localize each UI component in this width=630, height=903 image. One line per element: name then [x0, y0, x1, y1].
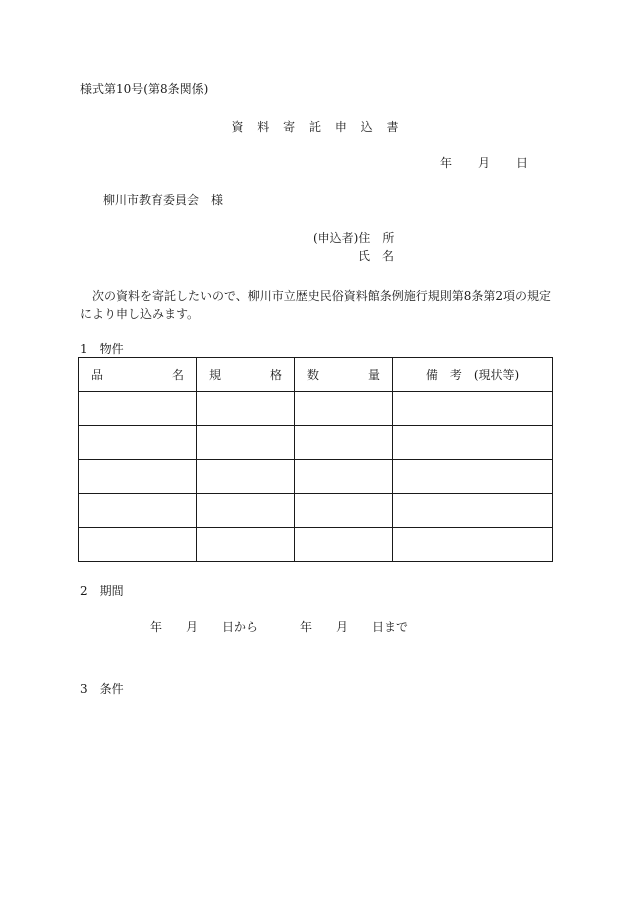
col-quantity: 数 量 — [295, 358, 393, 392]
cell-remarks[interactable] — [393, 494, 553, 528]
form-number: 様式第10号(第8条関係) — [80, 82, 209, 96]
period-to-month: 月 — [336, 620, 349, 634]
cell-remarks[interactable] — [393, 426, 553, 460]
body-text — [80, 287, 560, 323]
title-char: 書 — [386, 120, 399, 134]
cell-remarks[interactable] — [393, 528, 553, 562]
cell-specification[interactable] — [197, 494, 295, 528]
col-specification: 規 格 — [197, 358, 295, 392]
cell-item-name[interactable] — [79, 494, 197, 528]
cell-specification[interactable] — [197, 528, 295, 562]
title-char: 資 — [231, 120, 244, 134]
table-header-row — [79, 358, 553, 392]
date-line — [440, 157, 528, 169]
cell-quantity[interactable] — [295, 494, 393, 528]
cell-item-name[interactable] — [79, 528, 197, 562]
title-char: 寄 — [283, 120, 296, 134]
section-1-heading: 1 物件 — [80, 342, 124, 356]
period-to-day: 日まで — [372, 620, 409, 634]
title-char: 込 — [360, 120, 373, 134]
date-month-label: 月 — [478, 156, 491, 170]
title-char: 申 — [334, 120, 347, 134]
period-from-month: 月 — [186, 620, 199, 634]
cell-specification[interactable] — [197, 426, 295, 460]
cell-quantity[interactable] — [295, 392, 393, 426]
period-line — [150, 621, 408, 633]
table-row — [79, 528, 553, 562]
document-title — [0, 121, 630, 133]
addressee: 柳川市教育委員会 様 — [103, 193, 224, 207]
table-row — [79, 460, 553, 494]
cell-remarks[interactable] — [393, 392, 553, 426]
title-char: 託 — [308, 120, 321, 134]
applicant-name-label: 氏 名 — [358, 249, 395, 263]
cell-quantity[interactable] — [295, 528, 393, 562]
title-char: 料 — [257, 120, 270, 134]
date-day-label: 日 — [516, 156, 529, 170]
period-to-year: 年 — [300, 620, 313, 634]
date-year-label: 年 — [440, 156, 453, 170]
period-from-year: 年 — [150, 620, 163, 634]
section-2-heading: 2 期間 — [80, 584, 124, 598]
cell-quantity[interactable] — [295, 460, 393, 494]
col-item-name: 品 名 — [79, 358, 197, 392]
col-remarks: 備 考 (現状等) — [393, 358, 553, 392]
period-from-day: 日から — [222, 620, 259, 634]
table-row — [79, 426, 553, 460]
table-row — [79, 392, 553, 426]
table-row — [79, 494, 553, 528]
cell-item-name[interactable] — [79, 460, 197, 494]
cell-remarks[interactable] — [393, 460, 553, 494]
cell-specification[interactable] — [197, 392, 295, 426]
items-table — [78, 357, 553, 562]
cell-item-name[interactable] — [79, 392, 197, 426]
applicant-address-label: (申込者)住 所 — [313, 231, 395, 245]
section-3-heading: 3 条件 — [80, 682, 124, 696]
cell-quantity[interactable] — [295, 426, 393, 460]
body-sentence: 次の資料を寄託したいので、柳川市立歴史民俗資料館条例施行規則第8条第2項の規定により申し込みます。 — [80, 289, 552, 321]
cell-specification[interactable] — [197, 460, 295, 494]
cell-item-name[interactable] — [79, 426, 197, 460]
